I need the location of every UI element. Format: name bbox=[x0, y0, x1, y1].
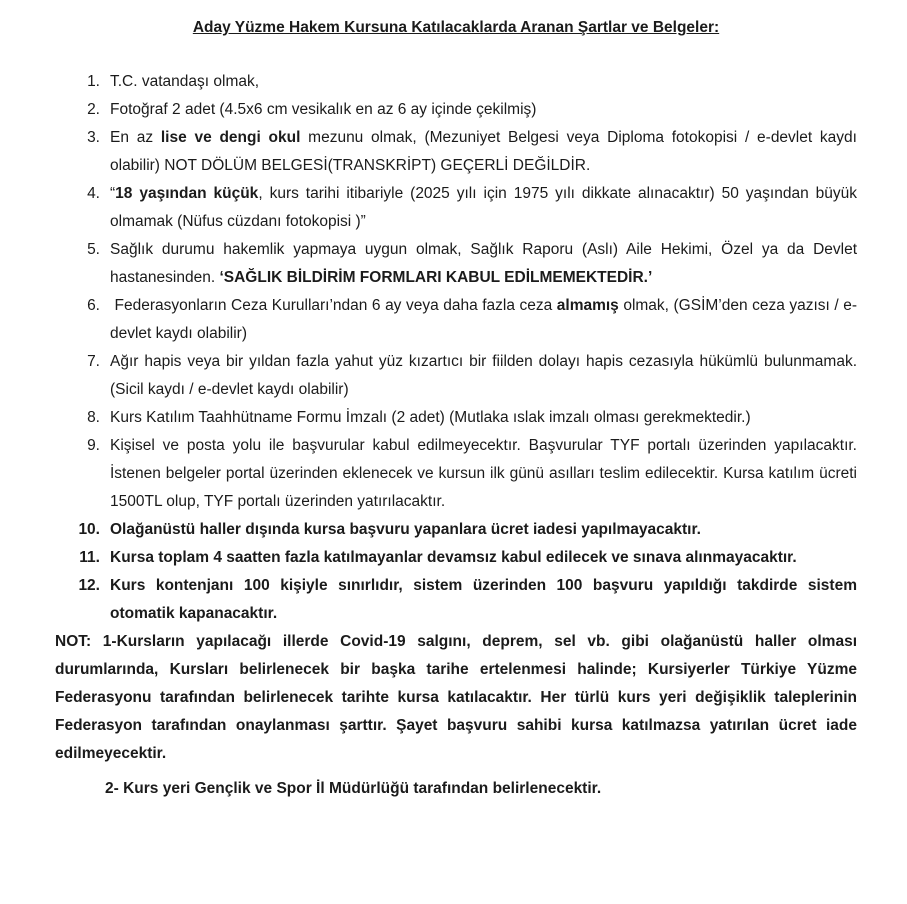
document-title: Aday Yüzme Hakem Kursuna Katılacaklarda Aranan Şartlar ve Belgeler: bbox=[192, 19, 720, 36]
text-run-bold: Kursa toplam 4 saatten fazla katılmayanlar devamsız kabul edilecek ve sınava alınmayacaktır. bbox=[110, 549, 797, 566]
list-item bbox=[55, 404, 857, 432]
text-run: Kurs Katılım Taahhütname Formu İmzalı (2 adet) (Mutlaka ıslak imzalı olması gerekmektedir.) bbox=[110, 409, 751, 426]
text-run-bold: almamış bbox=[556, 297, 619, 314]
list-item-number: 3. bbox=[87, 129, 100, 146]
list-item-number: 7. bbox=[87, 353, 100, 370]
list-item-text bbox=[110, 516, 857, 544]
text-run: Fotoğraf 2 adet (4.5x6 cm vesikalık en az 6 ay içinde çekilmiş) bbox=[110, 101, 537, 118]
list-item bbox=[55, 68, 857, 96]
list-item-text bbox=[110, 96, 857, 124]
list-item bbox=[55, 180, 857, 236]
list-item-text bbox=[110, 432, 857, 516]
list-item-number: 9. bbox=[87, 437, 100, 454]
list-item bbox=[55, 292, 857, 348]
text-run-bold: 18 yaşından küçük bbox=[115, 185, 259, 202]
list-item-text bbox=[110, 180, 857, 236]
list-item-number: 6. bbox=[87, 297, 100, 314]
text-run: , kurs tarihi itibariyle (2025 yılı için 1975 yılı dikkate alınacaktır) 50 yaşından büyük olmamak (Nüfus cüzdanı fotokopisi )” bbox=[110, 185, 857, 230]
list-item-text bbox=[110, 572, 857, 628]
list-item-number: 5. bbox=[87, 241, 100, 258]
list-item-text bbox=[110, 348, 857, 404]
list-item bbox=[55, 572, 857, 628]
list-item-number: 2. bbox=[87, 101, 100, 118]
note-line-2: 2- Kurs yeri Gençlik ve Spor İl Müdürlüğü tarafından belirlenecektir. bbox=[105, 780, 602, 797]
text-run: olmak, (GSİM’den ceza yazısı / e-devlet kaydı olabilir) bbox=[110, 297, 857, 342]
text-run-bold: ‘SAĞLIK BİLDİRİM FORMLARI KABUL EDİLMEMEKTEDİR.’ bbox=[219, 269, 653, 286]
requirements-list bbox=[55, 68, 857, 628]
list-item-number: 12. bbox=[78, 577, 100, 594]
list-item bbox=[55, 544, 857, 572]
list-item-text bbox=[110, 404, 857, 432]
text-run: Ağır hapis veya bir yıldan fazla yahut yüz kızartıcı bir fiilden dolayı hapis cezasıyla hükümlü bulunmamak. (Sicil kaydı / e-devlet kaydı olabilir) bbox=[110, 353, 857, 398]
text-run-bold: Olağanüstü haller dışında kursa başvuru yapanlara ücret iadesi yapılmayacaktır. bbox=[110, 521, 701, 538]
list-item-text bbox=[110, 68, 857, 96]
list-item-number: 11. bbox=[79, 549, 100, 566]
text-run: Sağlık durumu hakemlik yapmaya uygun olmak, Sağlık Raporu (Aslı) Aile Hekimi, Özel ya da Devlet hastanesinden. bbox=[110, 241, 857, 286]
list-item-number: 10. bbox=[78, 521, 100, 538]
list-item-text bbox=[110, 236, 857, 292]
list-item bbox=[55, 96, 857, 124]
text-run-bold: lise ve dengi okul bbox=[160, 129, 301, 146]
list-item bbox=[55, 516, 857, 544]
list-item-text bbox=[110, 124, 857, 180]
list-item-number: 1. bbox=[87, 73, 100, 90]
list-item bbox=[55, 348, 857, 404]
text-run: T.C. vatandaşı olmak, bbox=[110, 73, 260, 90]
text-run: Kişisel ve posta yolu ile başvurular kabul edilmeyecektır. Başvurular TYF portalı üzerinden yapılacaktır. İstenen belgeler portal üzerinden eklenecek ve kursun ilk günü asılları teslim edilecektir. Kursa katılım ücreti 1500TL olup, TYF portalı üzerinden yatırılacaktır. bbox=[110, 437, 857, 510]
text-run-bold: Kurs kontenjanı 100 kişiyle sınırlıdır, sistem üzerinden 100 başvuru yapıldığı takdirde sistem otomatik kapanacaktır. bbox=[110, 577, 857, 622]
text-run: mezunu olmak, (Mezuniyet Belgesi veya Diploma fotokopisi / e-devlet kaydı olabilir) NOT DÖLÜM BELGESİ(TRANSKRİPT) GEÇERLİ DEĞİLDİR. bbox=[110, 129, 857, 174]
text-run: “ bbox=[110, 185, 116, 202]
list-item bbox=[55, 236, 857, 292]
note-paragraph: NOT: 1-Kursların yapılacağı illerde Covid-19 salgını, deprem, sel vb. gibi olağanüstü haller olması durumlarında, Kursları belirlenecek bir başka tarihe ertelenmesi halinde; Kursiyerler Türkiye Yüzme Federasyonu tarafından belirlenecek tarihte kursa katılacaktır. Her türlü kurs yeri değişiklik taleplerinin Federasyon tarafından onaylanması şarttır. Şayet başvuru sahibi kursa katılmazsa yatırılan ücret iade edilmeyecektir. bbox=[55, 633, 857, 762]
text-run: En az bbox=[110, 129, 161, 146]
list-item-number: 4. bbox=[87, 185, 100, 202]
list-item-text bbox=[110, 292, 857, 348]
text-run: Federasyonların Ceza Kurulları’ndan 6 ay veya daha fazla ceza bbox=[110, 297, 557, 314]
list-item-text bbox=[110, 544, 857, 572]
list-item bbox=[55, 432, 857, 516]
list-item-number: 8. bbox=[87, 409, 100, 426]
list-item bbox=[55, 124, 857, 180]
